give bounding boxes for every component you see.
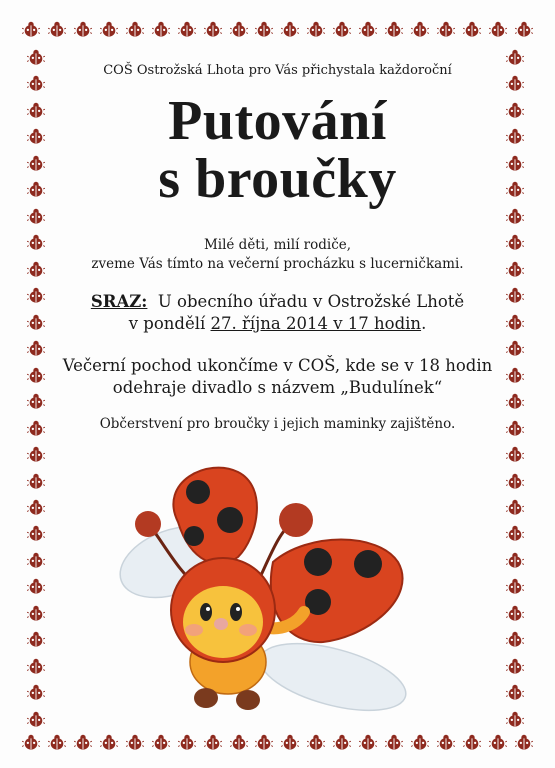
small-ladybug-icon bbox=[506, 445, 524, 463]
small-ladybug-icon bbox=[489, 733, 507, 751]
top-border bbox=[22, 20, 533, 42]
spot bbox=[184, 526, 204, 546]
spot bbox=[354, 550, 382, 578]
evening-line-2: odehraje divadlo s názvem „Budulínek“ bbox=[112, 378, 443, 397]
small-ladybug-icon bbox=[359, 20, 377, 38]
small-ladybug-icon bbox=[506, 313, 524, 331]
small-ladybug-icon bbox=[27, 127, 45, 145]
left-foot bbox=[194, 688, 218, 708]
small-ladybug-icon bbox=[411, 733, 429, 751]
small-ladybug-icon bbox=[27, 74, 45, 92]
right-border bbox=[506, 48, 528, 728]
meeting-line-1 bbox=[60, 291, 495, 313]
small-ladybug-icon bbox=[27, 419, 45, 437]
small-ladybug-icon bbox=[204, 20, 222, 38]
small-ladybug-icon bbox=[255, 733, 273, 751]
refreshment-note: Občerstvení pro broučky i jejich maminky zajištěno. bbox=[99, 416, 456, 432]
small-ladybug-icon bbox=[506, 286, 524, 304]
small-ladybug-icon bbox=[27, 710, 45, 728]
meeting-info bbox=[60, 291, 495, 335]
meeting-place: U obecního úřadu v Ostrožské Lhotě bbox=[157, 292, 465, 311]
small-ladybug-icon bbox=[463, 20, 481, 38]
small-ladybug-icon bbox=[506, 48, 524, 66]
small-ladybug-icon bbox=[22, 733, 40, 751]
small-ladybug-icon bbox=[281, 733, 299, 751]
meeting-date: 27. října 2014 v 17 hodin bbox=[210, 314, 422, 333]
ladybug-illustration bbox=[118, 462, 418, 722]
greeting bbox=[60, 236, 495, 274]
small-ladybug-icon bbox=[27, 207, 45, 225]
small-ladybug-icon bbox=[506, 419, 524, 437]
small-ladybug-icon bbox=[506, 524, 524, 542]
small-ladybug-icon bbox=[506, 604, 524, 622]
small-ladybug-icon bbox=[359, 733, 377, 751]
small-ladybug-icon bbox=[385, 20, 403, 38]
small-ladybug-icon bbox=[506, 683, 524, 701]
small-ladybug-icon bbox=[506, 74, 524, 92]
right-foot bbox=[236, 690, 260, 710]
small-ladybug-icon bbox=[27, 101, 45, 119]
right-back-wing bbox=[253, 631, 412, 722]
small-ladybug-icon bbox=[506, 657, 524, 675]
small-ladybug-icon bbox=[333, 733, 351, 751]
small-ladybug-icon bbox=[178, 733, 196, 751]
small-ladybug-icon bbox=[506, 127, 524, 145]
small-ladybug-icon bbox=[437, 20, 455, 38]
bottom-border bbox=[22, 733, 533, 755]
small-ladybug-icon bbox=[515, 20, 533, 38]
small-ladybug-icon bbox=[27, 498, 45, 516]
small-ladybug-icon bbox=[48, 20, 66, 38]
small-ladybug-icon bbox=[27, 524, 45, 542]
small-ladybug-icon bbox=[385, 733, 403, 751]
small-ladybug-icon bbox=[27, 551, 45, 569]
small-ladybug-icon bbox=[27, 657, 45, 675]
left-antenna-tip bbox=[135, 511, 161, 537]
small-ladybug-icon bbox=[333, 20, 351, 38]
left-cheek bbox=[185, 624, 203, 636]
small-ladybug-icon bbox=[506, 101, 524, 119]
small-ladybug-icon bbox=[463, 733, 481, 751]
small-ladybug-icon bbox=[27, 154, 45, 172]
small-ladybug-icon bbox=[506, 392, 524, 410]
spot bbox=[304, 548, 332, 576]
small-ladybug-icon bbox=[506, 630, 524, 648]
meeting-when-prefix: v pondělí bbox=[128, 314, 206, 333]
small-ladybug-icon bbox=[27, 472, 45, 490]
small-ladybug-icon bbox=[27, 233, 45, 251]
small-ladybug-icon bbox=[27, 48, 45, 66]
small-ladybug-icon bbox=[230, 733, 248, 751]
right-eye bbox=[230, 603, 242, 621]
meeting-line-2 bbox=[60, 313, 495, 335]
small-ladybug-icon bbox=[204, 733, 222, 751]
meeting-label: SRAZ: bbox=[90, 292, 148, 311]
small-ladybug-icon bbox=[27, 260, 45, 278]
evening-program bbox=[60, 355, 495, 399]
small-ladybug-icon bbox=[281, 20, 299, 38]
small-ladybug-icon bbox=[506, 498, 524, 516]
small-ladybug-icon bbox=[152, 20, 170, 38]
small-ladybug-icon bbox=[74, 20, 92, 38]
small-ladybug-icon bbox=[506, 339, 524, 357]
small-ladybug-icon bbox=[27, 577, 45, 595]
small-ladybug-icon bbox=[74, 733, 92, 751]
meeting-when-suffix: . bbox=[421, 314, 427, 333]
small-ladybug-icon bbox=[27, 445, 45, 463]
small-ladybug-icon bbox=[437, 733, 455, 751]
small-ladybug-icon bbox=[152, 733, 170, 751]
small-ladybug-icon bbox=[506, 233, 524, 251]
left-eye bbox=[200, 603, 212, 621]
small-ladybug-icon bbox=[307, 20, 325, 38]
title-line-1: Putování bbox=[168, 90, 387, 152]
right-cheek bbox=[239, 624, 257, 636]
small-ladybug-icon bbox=[126, 733, 144, 751]
small-ladybug-icon bbox=[515, 733, 533, 751]
spot bbox=[217, 507, 243, 533]
small-ladybug-icon bbox=[489, 20, 507, 38]
small-ladybug-icon bbox=[506, 551, 524, 569]
small-ladybug-icon bbox=[27, 683, 45, 701]
small-ladybug-icon bbox=[506, 472, 524, 490]
small-ladybug-icon bbox=[506, 366, 524, 384]
small-ladybug-icon bbox=[307, 733, 325, 751]
small-ladybug-icon bbox=[27, 392, 45, 410]
small-ladybug-icon bbox=[27, 604, 45, 622]
small-ladybug-icon bbox=[22, 20, 40, 38]
small-ladybug-icon bbox=[255, 20, 273, 38]
small-ladybug-icon bbox=[506, 207, 524, 225]
small-ladybug-icon bbox=[126, 20, 144, 38]
small-ladybug-icon bbox=[230, 20, 248, 38]
greeting-line-1: Milé děti, milí rodiče, bbox=[203, 237, 352, 253]
small-ladybug-icon bbox=[27, 286, 45, 304]
nose bbox=[214, 618, 228, 630]
intro-text: COŠ Ostrožská Lhota pro Vás přichystala každoroční bbox=[103, 63, 452, 78]
small-ladybug-icon bbox=[27, 630, 45, 648]
greeting-line-2: zveme Vás tímto na večerní procházku s lucerničkami. bbox=[91, 256, 464, 272]
small-ladybug-icon bbox=[506, 260, 524, 278]
evening-line-1: Večerní pochod ukončíme v COŠ, kde se v 18 hodin bbox=[62, 356, 493, 375]
small-ladybug-icon bbox=[100, 20, 118, 38]
right-antenna-tip bbox=[279, 503, 313, 537]
left-eye-shine bbox=[206, 607, 210, 611]
title-line-2: s broučky bbox=[158, 148, 397, 210]
right-eye-shine bbox=[236, 607, 240, 611]
small-ladybug-icon bbox=[506, 180, 524, 198]
small-ladybug-icon bbox=[506, 710, 524, 728]
small-ladybug-icon bbox=[27, 180, 45, 198]
small-ladybug-icon bbox=[48, 733, 66, 751]
poster-title bbox=[60, 92, 495, 208]
small-ladybug-icon bbox=[100, 733, 118, 751]
small-ladybug-icon bbox=[27, 339, 45, 357]
small-ladybug-icon bbox=[27, 366, 45, 384]
left-border bbox=[27, 48, 49, 728]
small-ladybug-icon bbox=[506, 154, 524, 172]
small-ladybug-icon bbox=[178, 20, 196, 38]
small-ladybug-icon bbox=[27, 313, 45, 331]
small-ladybug-icon bbox=[411, 20, 429, 38]
small-ladybug-icon bbox=[506, 577, 524, 595]
spot bbox=[186, 480, 210, 504]
